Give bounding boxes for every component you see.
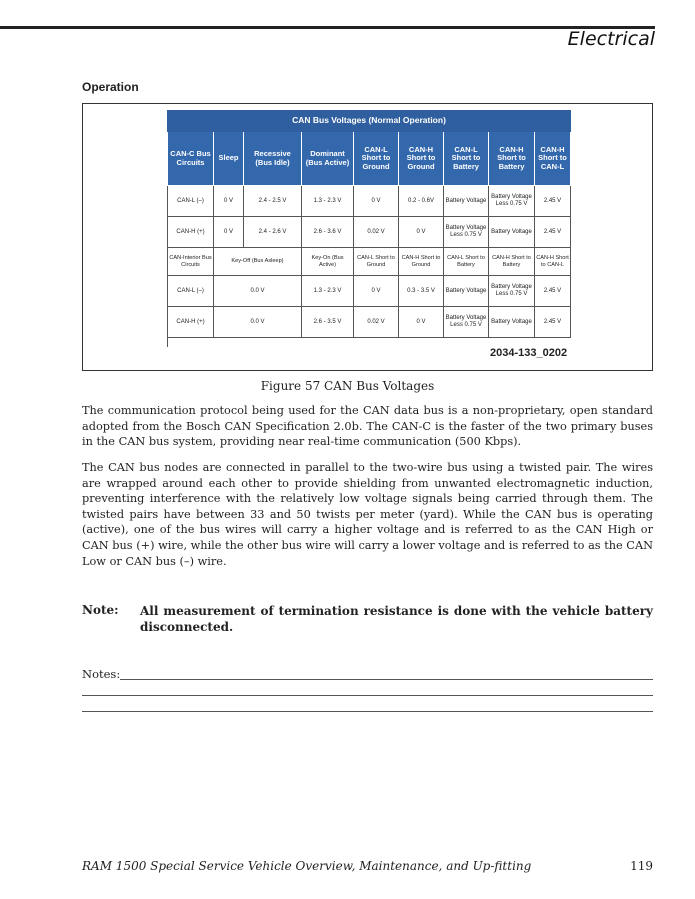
- table-cell: Battery Voltage: [444, 276, 489, 307]
- subheader-cell: CAN-H Short to CAN-L: [535, 248, 571, 276]
- table-cell: Battery Voltage Less 0.75 V: [444, 307, 489, 338]
- table-cell: 2.45 V: [535, 307, 571, 338]
- subheader-cell: CAN-L Short to Battery: [444, 248, 489, 276]
- can-voltage-table-figure: [167, 110, 570, 338]
- table-cell: 0.0 V: [214, 276, 302, 307]
- table-cell: 2.6 - 3.5 V: [302, 307, 354, 338]
- subheader-cell: Key-Off (Bus Asleep): [214, 248, 302, 276]
- table-cell: Battery Voltage Less 0.75 V: [444, 217, 489, 248]
- section-heading: Operation: [82, 80, 139, 94]
- notes-label: Notes:: [82, 667, 121, 681]
- subheader-cell: CAN-H Short to Ground: [399, 248, 444, 276]
- table-cell: Battery Voltage Less 0.75 V: [489, 276, 535, 307]
- table-cell: 1.3 - 2.3 V: [302, 186, 354, 217]
- col-header: CAN-H Short to Ground: [399, 132, 444, 186]
- table-cell: CAN-L (–): [168, 186, 214, 217]
- footer-title: RAM 1500 Special Service Vehicle Overview, Maintenance, and Up-fitting: [82, 859, 532, 873]
- subheader-cell: Key-On (Bus Active): [302, 248, 354, 276]
- table-cell: 2.6 - 3.6 V: [302, 217, 354, 248]
- notes-line: [120, 679, 653, 680]
- table-cell: Battery Voltage: [444, 186, 489, 217]
- col-header: Sleep: [214, 132, 244, 186]
- table-cell: 0.0 V: [214, 307, 302, 338]
- table-cell: 0 V: [354, 186, 399, 217]
- table-cell: Battery Voltage Less 0.75 V: [489, 186, 535, 217]
- table-cell: CAN-H (+): [168, 307, 214, 338]
- col-header: CAN-H Short to Battery: [489, 132, 535, 186]
- table-cell: CAN-L (–): [168, 276, 214, 307]
- table-cell: CAN-H (+): [168, 217, 214, 248]
- col-header: Recessive (Bus Idle): [244, 132, 302, 186]
- col-header: CAN-L Short to Ground: [354, 132, 399, 186]
- page-number: 119: [630, 859, 653, 873]
- subheader-cell: CAN-H Short to Battery: [489, 248, 535, 276]
- section-title: Electrical: [567, 28, 655, 50]
- col-header: CAN-L Short to Battery: [444, 132, 489, 186]
- table-cell: Battery Voltage: [489, 217, 535, 248]
- subheader-cell: CAN-Interior Bus Circuits: [168, 248, 214, 276]
- table-cell: 0 V: [354, 276, 399, 307]
- figure-id: 2034-133_0202: [490, 347, 568, 359]
- table-cell: Battery Voltage: [489, 307, 535, 338]
- table-row: [168, 307, 571, 338]
- table-cell: 0.02 V: [354, 217, 399, 248]
- table-cell: 0.2 - 0.6V: [399, 186, 444, 217]
- body-paragraph: The CAN bus nodes are connected in parallel to the two-wire bus using a twisted pair. The wires are wrapped around each other to provide shielding from unwanted electromagnetic induction, preventing interference with the relatively low voltage signals being carried through them. The twisted pairs have between 33 and 50 twists per meter (yard). While the CAN bus is operating (active), one of the bus wires will carry a higher voltage and is referred to as the CAN High or CAN bus (+) wire, while the other bus wire will carry a lower voltage and is referred to as the CAN Low or CAN bus (–) wire.: [82, 461, 653, 568]
- notes-line: [82, 711, 653, 712]
- table-row: [168, 276, 571, 307]
- table-row: [168, 186, 571, 217]
- table-cell: 0.02 V: [354, 307, 399, 338]
- body-paragraph: The communication protocol being used for the CAN data bus is a non-proprietary, open standard adopted from the Bosch CAN Specification 2.0b. The CAN-C is the faster of the two primary buses in the CAN bus system, providing near real-time communication (500 Kbps).: [82, 404, 653, 449]
- table-cell: 2.45 V: [535, 217, 571, 248]
- note-text: All measurement of termination resistance is done with the vehicle battery disconnected.: [140, 604, 653, 634]
- col-header: Dominant (Bus Active): [302, 132, 354, 186]
- figure-caption: Figure 57 CAN Bus Voltages: [260, 379, 435, 393]
- table-cell: 0 V: [399, 217, 444, 248]
- table-row: [168, 217, 571, 248]
- table-cell: 2.45 V: [535, 276, 571, 307]
- col-header: CAN-C Bus Circuits: [168, 132, 214, 186]
- table-cell: 0 V: [399, 307, 444, 338]
- table-cell: 0 V: [214, 186, 244, 217]
- header-rule: [0, 26, 655, 29]
- table-cell: 0 V: [214, 217, 244, 248]
- can-voltage-table: [167, 110, 571, 338]
- note-label: Note:: [82, 603, 119, 617]
- table-cell: 0.3 - 3.5 V: [399, 276, 444, 307]
- table-title: CAN Bus Voltages (Normal Operation): [168, 111, 571, 132]
- col-header: CAN-H Short to CAN-L: [535, 132, 571, 186]
- notes-line: [82, 695, 653, 696]
- table-cell: 2.4 - 2.5 V: [244, 186, 302, 217]
- table-edge: [167, 337, 168, 347]
- table-cell: 1.3 - 2.3 V: [302, 276, 354, 307]
- table-cell: 2.4 - 2.6 V: [244, 217, 302, 248]
- table-cell: 2.45 V: [535, 186, 571, 217]
- table-subheader-row: [168, 248, 571, 276]
- subheader-cell: CAN-L Short to Ground: [354, 248, 399, 276]
